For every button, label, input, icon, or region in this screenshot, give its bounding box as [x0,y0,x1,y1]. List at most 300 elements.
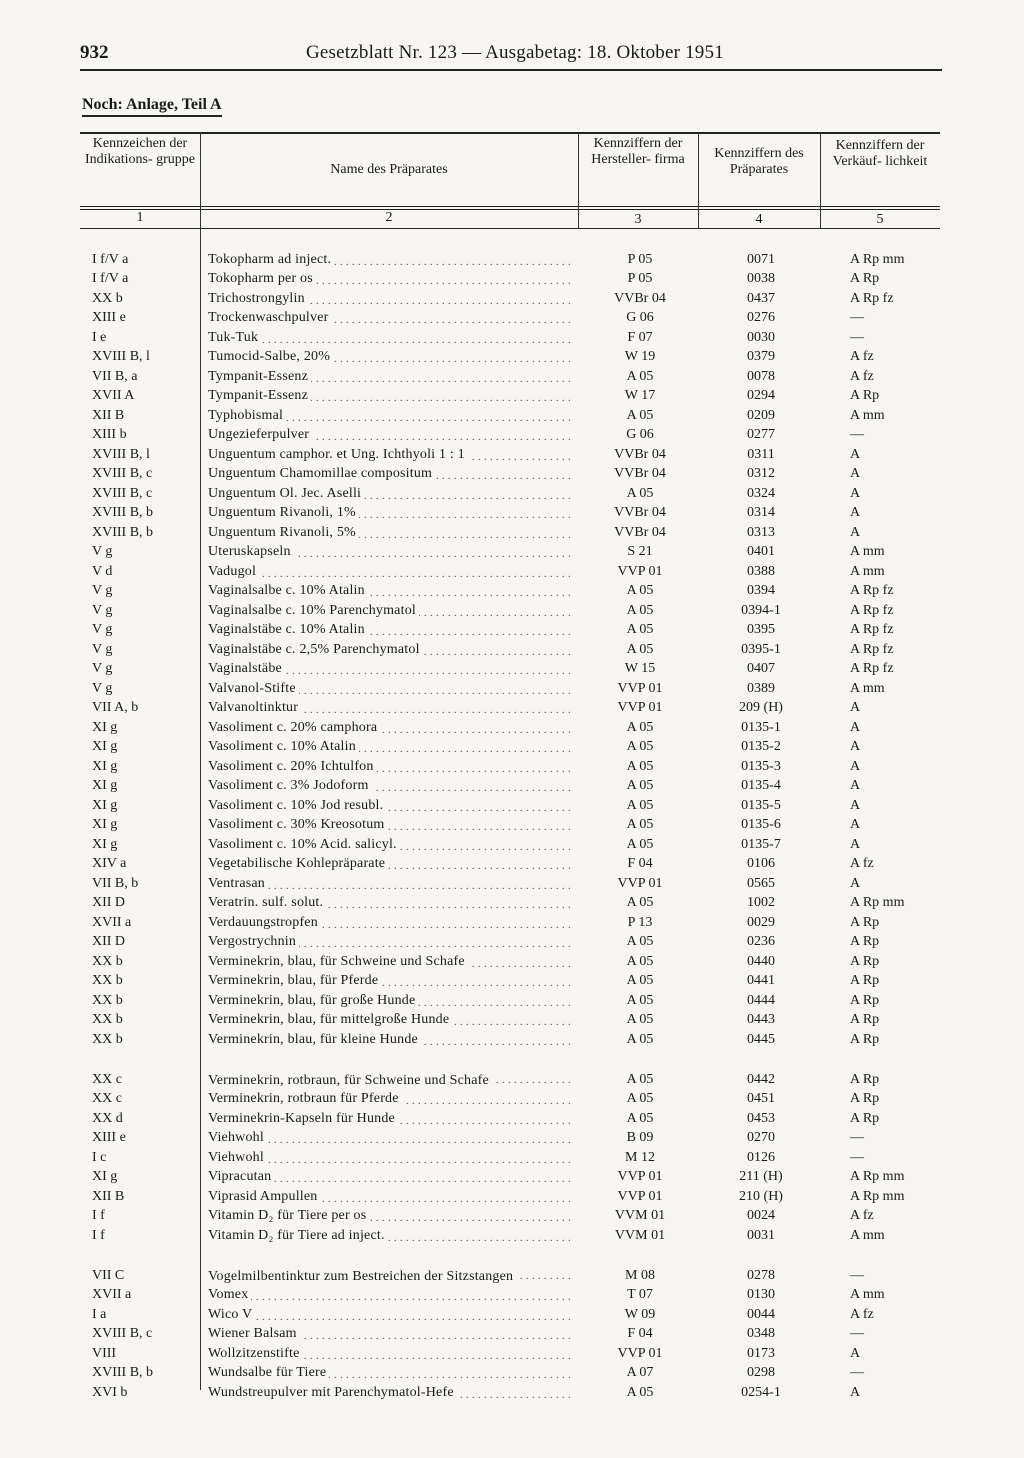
preparation-name: Vegetabilische Kohlepräparate [208,856,388,871]
preparation-name: Verminekrin, rotbraun, für Schweine und Schafe [208,1073,492,1088]
group-cell: V d [92,563,113,579]
firm-code-cell: VVP 01 [617,1188,663,1204]
preparation-code-cell: 1002 [747,895,775,910]
preparation-name: Verminekrin, blau, für kleine Hunde [208,1032,421,1047]
sale-code-cell: A Rp [850,1012,880,1027]
preparation-code-cell: 0565 [747,875,775,891]
firm-code-cell: A 05 [626,1071,654,1087]
preparation-code-cell: 0078 [747,368,775,384]
table-row [80,1030,940,1050]
page-number: 932 [80,42,109,63]
group-cell: VII C [92,1267,125,1283]
sale-code-cell: A Rp [850,388,880,403]
preparation-code-cell: 0407 [747,661,775,676]
firm-code-cell: P 13 [627,914,653,930]
column-number-4: 4 [755,212,763,227]
preparation-name: Verdauungstropfen [208,915,321,930]
table-row [80,1168,940,1188]
preparation-name: Unguentum Rivanoli, 1% [208,505,359,520]
group-cell: XI g [92,758,118,774]
firm-code-cell: VVBr 04 [614,290,666,306]
sale-code-cell: A [850,1345,861,1361]
name-cell [208,993,570,1009]
name-cell [208,798,570,814]
firm-code-cell: VVBr 04 [614,524,666,540]
group-cell: XIII b [92,427,127,442]
table-row [80,465,940,485]
preparation-name: Vaginalstäbe c. 10% Atalin [208,622,368,637]
preparation-code-cell: 0437 [747,290,775,306]
preparation-code-cell: 0276 [747,310,775,325]
group-cell: XVIII B, l [92,349,150,364]
sale-code-cell: A mm [850,1287,885,1302]
sale-code-cell: A Rp mm [850,895,905,910]
preparation-code-cell: 0130 [747,1287,775,1302]
table-row [80,894,940,914]
preparation-code-cell: 0024 [747,1208,775,1223]
firm-code-cell: F 04 [627,856,653,871]
group-cell: V g [92,622,113,637]
sale-code-cell: A Rp [850,914,880,930]
header-col-2: Name des Präparates [330,162,448,177]
name-cell [208,1208,570,1224]
table-row [80,718,940,738]
preparation-name: Verminekrin, blau, für Schweine und Schafe [208,954,468,969]
preparation-name: Verminekrin-Kapseln für Hunde [208,1111,398,1126]
name-cell [208,1032,570,1048]
group-cell: VII B, b [92,875,139,891]
preparation-code-cell: 0401 [747,544,775,559]
table-row [80,913,940,933]
preparation-name: Vaginalsalbe c. 10% Atalin [208,583,368,598]
sale-code-cell: — [850,329,864,345]
column-number-5: 5 [876,212,884,227]
preparation-name: Unguentum Rivanoli, 5% [208,525,359,540]
group-cell: XVII A [92,388,135,403]
firm-code-cell: W 15 [624,661,656,676]
preparation-code-cell: 0135-2 [741,739,781,754]
group-cell: XI g [92,778,118,793]
firm-code-cell: F 07 [627,329,653,345]
group-cell: XIV a [92,856,127,871]
name-cell [208,388,570,404]
preparation-name: Vasoliment c. 20% Ichtulfon [208,759,377,774]
preparation-code-cell: 0298 [747,1365,775,1380]
group-cell: I f [92,1208,105,1223]
sale-code-cell: A Rp [850,953,880,969]
running-head: Gesetzblatt Nr. 123 — Ausgabetag: 18. Oktober 1951 [306,42,724,63]
preparation-name: Wollzitzenstifte [208,1346,303,1361]
table-row [80,757,940,777]
name-cell [208,330,570,346]
group-cell: XVIII B, b [92,505,154,520]
preparation-code-cell: 209 (H) [739,700,783,715]
sale-code-cell: A [850,1384,861,1400]
sale-code-cell: A Rp fz [850,641,894,657]
preparation-name: Vitamin D₂ für Tiere per os [208,1208,369,1223]
preparation-name: Veratrin. sulf. solut. [208,895,326,910]
firm-code-cell: VVBr 04 [614,446,666,462]
firm-code-cell: A 07 [626,1365,654,1380]
preparation-name: Unguentum Ol. Jec. Aselli [208,486,364,501]
group-cell: XII B [92,407,125,423]
preparation-name: Tympanit-Essenz [208,369,311,384]
table-row [80,1364,940,1384]
group-cell: VII A, b [92,700,139,715]
preparation-name: Unguentum camphor. et Ung. Ichthyoli 1 : 1 [208,447,468,462]
table-row [80,699,940,719]
preparation-name: Uteruskapseln [208,544,294,559]
preparation-name: Ungezieferpulver [208,427,312,442]
sale-code-cell: A [850,758,861,774]
preparation-code-cell: 0443 [747,1012,775,1027]
group-cell: XII D [92,895,126,910]
group-cell: XI g [92,719,118,735]
firm-code-cell: A 05 [626,1110,654,1126]
header-col-1: Kennzeichen der Indikations- gruppe [84,136,196,167]
firm-code-cell: W 09 [624,1306,656,1322]
preparation-code-cell: 0312 [747,466,775,481]
sale-code-cell: — [850,310,864,325]
name-cell [208,369,570,385]
table-row [80,601,940,621]
table-row [80,445,940,465]
preparation-name: Vasoliment c. 30% Kreosotum [208,817,387,832]
sale-code-cell: A [850,524,861,540]
sale-code-cell: A mm [850,1227,885,1243]
name-cell [208,1012,570,1028]
name-cell [208,486,570,502]
preparation-code-cell: 0209 [747,407,775,423]
table-row [80,582,940,602]
table-row [80,1129,940,1149]
preparation-code-cell: 0324 [747,485,775,501]
group-cell: XX d [92,1110,123,1126]
preparation-name: Wico V [208,1307,255,1322]
name-cell [208,973,570,989]
sale-code-cell: A fz [850,1208,874,1223]
name-cell [208,759,570,775]
preparation-name: Tokopharm ad inject. [208,252,334,267]
preparation-code-cell: 211 (H) [739,1169,783,1184]
firm-code-cell: M 12 [625,1149,655,1165]
sale-code-cell: A Rp [850,271,880,286]
preparation-name: Verminekrin, blau, für mittelgroße Hunde [208,1012,452,1027]
preparation-code-cell: 0388 [747,563,775,579]
sale-code-cell: — [850,1326,864,1341]
preparation-code-cell: 0135-7 [741,836,781,852]
sale-code-cell: A Rp fz [850,290,894,306]
column-number-3: 3 [634,212,642,227]
group-cell: I f [92,1227,105,1243]
preparation-name: Vitamin D₂ für Tiere ad inject. [208,1228,388,1243]
preparation-name: Typhobismal [208,408,286,423]
table-row [80,1050,940,1090]
firm-code-cell: A 05 [626,407,654,423]
group-cell: XVIII B, b [92,1365,154,1380]
preparation-code-cell: 0294 [747,388,775,403]
sale-code-cell: A Rp [850,1110,880,1126]
name-cell [208,271,570,287]
name-cell [208,1287,570,1303]
preparation-code-cell: 0444 [747,992,775,1008]
firm-code-cell: P 05 [627,251,653,267]
sale-code-cell: A mm [850,680,885,696]
table-body [80,250,940,1403]
group-cell: XVII a [92,914,132,930]
firm-code-cell: P 05 [627,271,653,286]
name-cell [208,1169,570,1185]
preparation-code-cell: 0442 [747,1071,775,1087]
group-cell: V g [92,661,113,676]
firm-code-cell: VVP 01 [617,700,663,715]
group-cell: XI g [92,836,118,852]
firm-code-cell: A 05 [626,973,654,988]
firm-code-cell: VVM 01 [614,1208,666,1223]
name-cell [208,681,570,697]
firm-code-cell: VVP 01 [617,563,663,579]
preparation-code-cell: 0126 [747,1149,775,1165]
group-cell: XX b [92,953,123,969]
preparation-code-cell: 0173 [747,1345,775,1361]
firm-code-cell: W 17 [624,388,656,403]
preparation-code-cell: 0236 [747,934,775,949]
preparation-code-cell: 0106 [747,856,775,871]
preparation-name: Tympanit-Essenz [208,388,311,403]
name-cell [208,720,570,736]
firm-code-cell: A 05 [626,758,654,774]
firm-code-cell: A 05 [626,895,654,910]
name-cell [208,447,570,463]
sale-code-cell: — [850,1365,864,1380]
firm-code-cell: VVM 01 [614,1227,666,1243]
table-row [80,660,940,680]
header-col-3: Kennziffern der Hersteller- firma [591,136,685,167]
sale-code-cell: A Rp fz [850,661,894,676]
table-row [80,1246,940,1286]
sale-code-cell: A Rp fz [850,622,894,637]
preparation-code-cell: 0348 [747,1326,775,1341]
name-cell [208,291,570,307]
preparation-code-cell: 0135-4 [741,778,781,793]
name-cell [208,817,570,833]
table-row [80,777,940,797]
preparation-code-cell: 0135-1 [741,719,781,735]
section-subheading: Noch: Anlage, Teil A [82,96,222,117]
name-cell [208,876,570,892]
column-number-divider [80,228,940,229]
name-cell [208,837,570,853]
name-cell [208,408,570,424]
name-cell [208,525,570,541]
preparation-name: Tokopharm per os [208,271,316,286]
table-row [80,1090,940,1110]
preparation-name: Vadugol [208,564,259,579]
preparation-name: Verminekrin, blau, für Pferde [208,973,381,988]
table-row [80,1383,940,1403]
firm-code-cell: A 05 [626,719,654,735]
name-cell [208,583,570,599]
firm-code-cell: A 05 [626,797,654,813]
firm-code-cell: A 05 [626,368,654,384]
table-row [80,816,940,836]
name-cell [208,739,570,755]
group-cell: XII B [92,1188,125,1204]
name-cell [208,1111,570,1127]
table-row [80,1305,940,1325]
table-row [80,621,940,641]
name-cell [208,1307,570,1323]
table-row [80,270,940,290]
firm-code-cell: W 19 [624,349,656,364]
group-cell: XI g [92,739,118,754]
table-row [80,679,940,699]
firm-code-cell: A 05 [626,622,654,637]
preparation-code-cell: 0270 [747,1130,775,1145]
sale-code-cell: A [850,778,861,793]
table-row [80,1344,940,1364]
table-row [80,991,940,1011]
preparation-name: Valvanoltinktur [208,700,301,715]
table-row [80,1226,940,1246]
table-row [80,796,940,816]
preparation-code-cell: 0277 [747,427,775,442]
sale-code-cell: A Rp [850,1071,880,1087]
preparation-name: Valvanol-Stifte [208,681,299,696]
preparation-code-cell: 0313 [747,524,775,540]
table-row [80,835,940,855]
preparation-name: Vasoliment c. 20% camphora [208,720,380,735]
table-row [80,289,940,309]
name-cell [208,1073,570,1088]
group-cell: XII D [92,934,126,949]
name-cell [208,466,570,482]
group-cell: I a [92,1306,107,1322]
preparation-code-cell: 0278 [747,1267,775,1283]
firm-code-cell: VVBr 04 [614,505,666,520]
firm-code-cell: A 05 [626,739,654,754]
firm-code-cell: A 05 [626,485,654,501]
sale-code-cell: A Rp [850,934,880,949]
sale-code-cell: A [850,817,861,832]
preparation-name: Trockenwaschpulver [208,310,332,325]
name-cell [208,700,570,716]
group-cell: XVIII B, c [92,485,153,501]
firm-code-cell: G 06 [626,310,654,325]
preparation-code-cell: 0071 [747,251,775,267]
group-cell: V g [92,544,113,559]
sale-code-cell: A fz [850,368,874,384]
firm-code-cell: VVP 01 [617,1345,663,1361]
name-cell [208,1326,570,1342]
sale-code-cell: A [850,505,861,520]
firm-code-cell: VVBr 04 [614,466,666,481]
name-cell [208,544,570,560]
sale-code-cell: A fz [850,1306,874,1322]
firm-code-cell: A 05 [626,836,654,852]
firm-code-cell: VVP 01 [617,875,663,891]
table-row [80,504,940,524]
table-row [80,1187,940,1207]
table-row [80,406,940,426]
preparation-code-cell: 0038 [747,271,775,286]
sale-code-cell: A Rp fz [850,583,894,598]
name-cell [208,564,570,580]
table-row [80,1148,940,1168]
preparation-code-cell: 0389 [747,680,775,696]
preparation-name: Wundsalbe für Tiere [208,1365,329,1380]
preparation-name: Vaginalstäbe [208,661,285,676]
name-cell [208,252,570,268]
header-col-4: Kennziffern des Präparates [714,146,804,177]
preparation-name: Wiener Balsam [208,1326,300,1341]
table-row [80,1109,940,1129]
preparation-name: Vogelmilbentinktur zum Bestreichen der Sitzstangen [208,1269,516,1284]
group-cell: I e [92,329,107,345]
firm-code-cell: A 05 [626,817,654,832]
firm-code-cell: T 07 [627,1287,653,1302]
firm-code-cell: S 21 [627,544,653,559]
sale-code-cell: — [850,1149,864,1165]
group-cell: XVIII B, l [92,446,150,462]
preparation-code-cell: 0395 [747,622,775,637]
group-cell: I f/V a [92,271,129,286]
preparation-name: Vaginalstäbe c. 2,5% Parenchymatol [208,642,423,657]
preparation-name: Viprasid Ampullen [208,1189,321,1204]
name-cell [208,1365,570,1381]
preparation-code-cell: 0031 [747,1227,775,1243]
table-row [80,1207,940,1227]
name-cell [208,1130,570,1146]
name-cell [208,1346,570,1362]
preparation-code-cell: 0314 [747,505,775,520]
preparation-code-cell: 0135-6 [741,817,781,832]
table-row [80,328,940,348]
group-cell: XX b [92,1012,123,1027]
group-cell: XI g [92,817,118,832]
name-cell [208,505,570,521]
firm-code-cell: A 05 [626,641,654,657]
group-cell: V g [92,602,113,618]
sale-code-cell: — [850,1130,864,1145]
name-cell [208,895,570,911]
preparation-name: Viehwohl [208,1130,267,1145]
sale-code-cell: A [850,466,861,481]
header-rule [80,69,942,71]
annex-table [80,132,940,1400]
preparation-name: Wundstreupulver mit Parenchymatol-Hefe [208,1385,457,1400]
sale-code-cell: A fz [850,856,874,871]
column-number-2: 2 [385,210,393,225]
group-cell: XX b [92,973,123,988]
group-cell: XI g [92,797,118,813]
firm-code-cell: A 05 [626,934,654,949]
preparation-code-cell: 0453 [747,1110,775,1126]
preparation-name: Verminekrin, blau, für große Hunde [208,993,418,1008]
preparation-name: Vipracutan [208,1169,274,1184]
name-cell [208,1385,570,1401]
header-divider [80,206,940,207]
sale-code-cell: A Rp [850,1091,880,1106]
group-cell: XVIII B, c [92,466,153,481]
preparation-code-cell: 0030 [747,329,775,345]
firm-code-cell: A 05 [626,1012,654,1027]
preparation-code-cell: 0135-5 [741,797,781,813]
name-cell [208,1269,570,1284]
preparation-code-cell: 0440 [747,953,775,969]
sale-code-cell: A Rp [850,992,880,1008]
sale-code-cell: A [850,739,861,754]
